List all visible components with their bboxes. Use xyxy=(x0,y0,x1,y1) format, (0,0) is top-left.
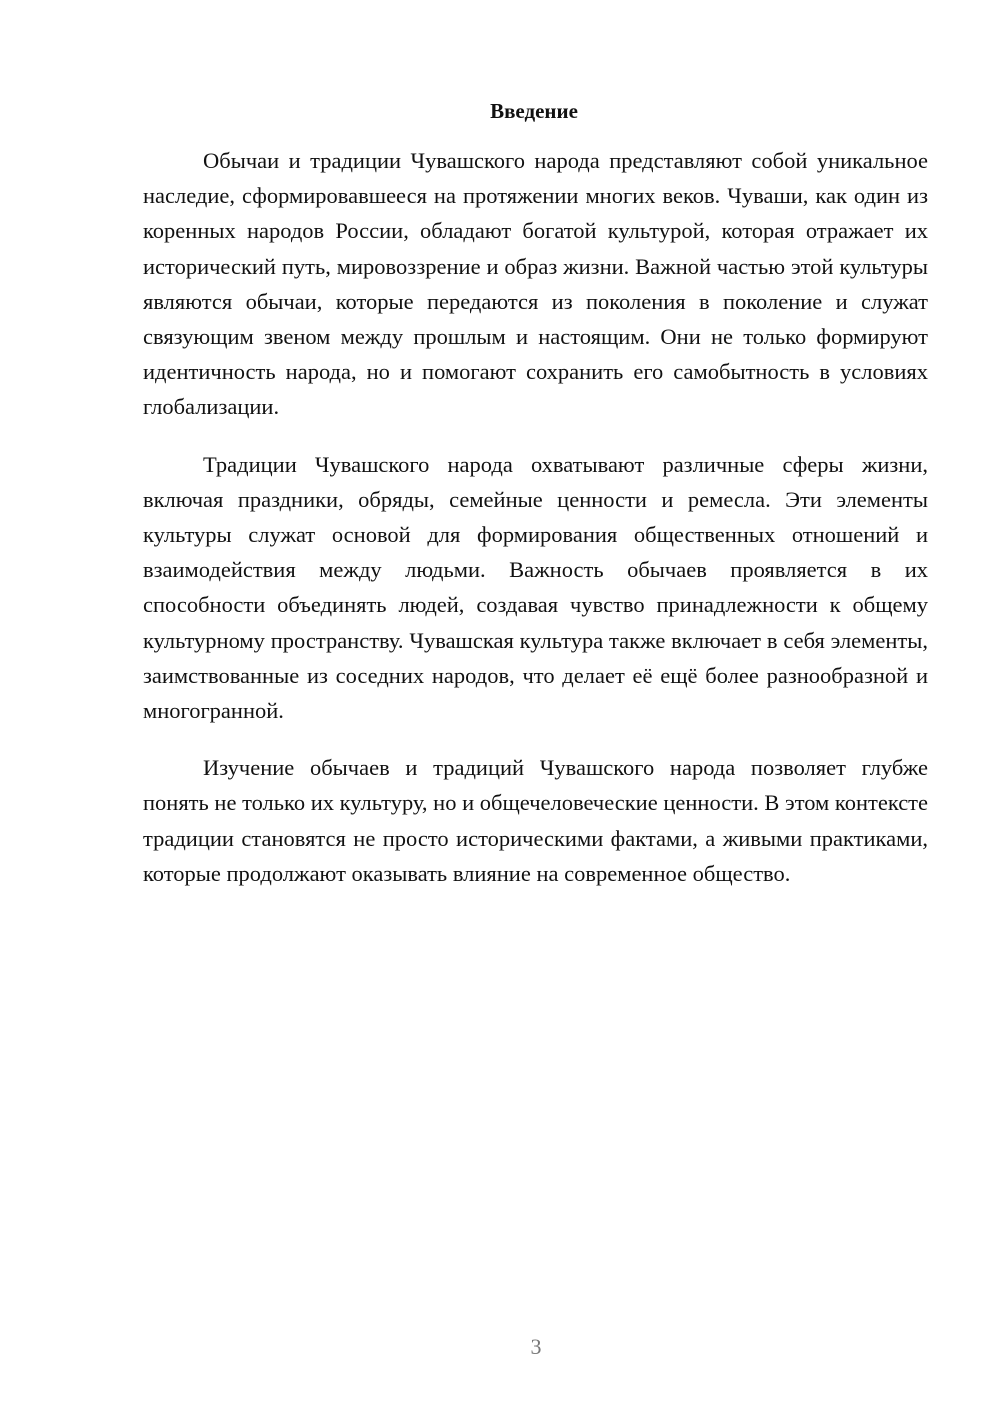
paragraph-2: Традиции Чувашского народа охватывают различные сферы жизни, включая праздники, обряды, семейные ценности и ремесла. Эти элементы культуры служат основой для формирования общественных отношений и взаимодействия между людьми. Важность обычаев проявляется в их способности объединять людей, создавая чувство принадлежности к общему культурному пространству. Чувашская культура также включает в себя элементы, заимствованные из соседних народов, что делает её ещё более разнообразной и многогранной. xyxy=(143,451,928,724)
paragraph-3: Изучение обычаев и традиций Чувашского народа позволяет глубже понять не только их культуру, но и общечеловеческие ценности. В этом контексте традиции становятся не просто историческими фактами, а живыми практиками, которые продолжают оказывать влияние на современное общество. xyxy=(143,755,928,886)
paragraph-1: Обычаи и традиции Чувашского народа представляют собой уникальное наследие, сформировавшееся на протяжении многих веков. Чуваши, как один из коренных народов России, обладают богатой культурой, которая отражает их исторический путь, мировоззрение и образ жизни. Важной частью этой культуры являются обычаи, которые передаются из поколения в поколение и служат связующим звеном между прошлым и настоящим. Они не только формируют идентичность народа, но и помогают сохранить его самобытность в условиях глобализации. xyxy=(143,148,928,420)
page-title: Введение xyxy=(490,99,578,123)
page-number: 3 xyxy=(530,1334,542,1359)
body-text xyxy=(143,143,928,913)
